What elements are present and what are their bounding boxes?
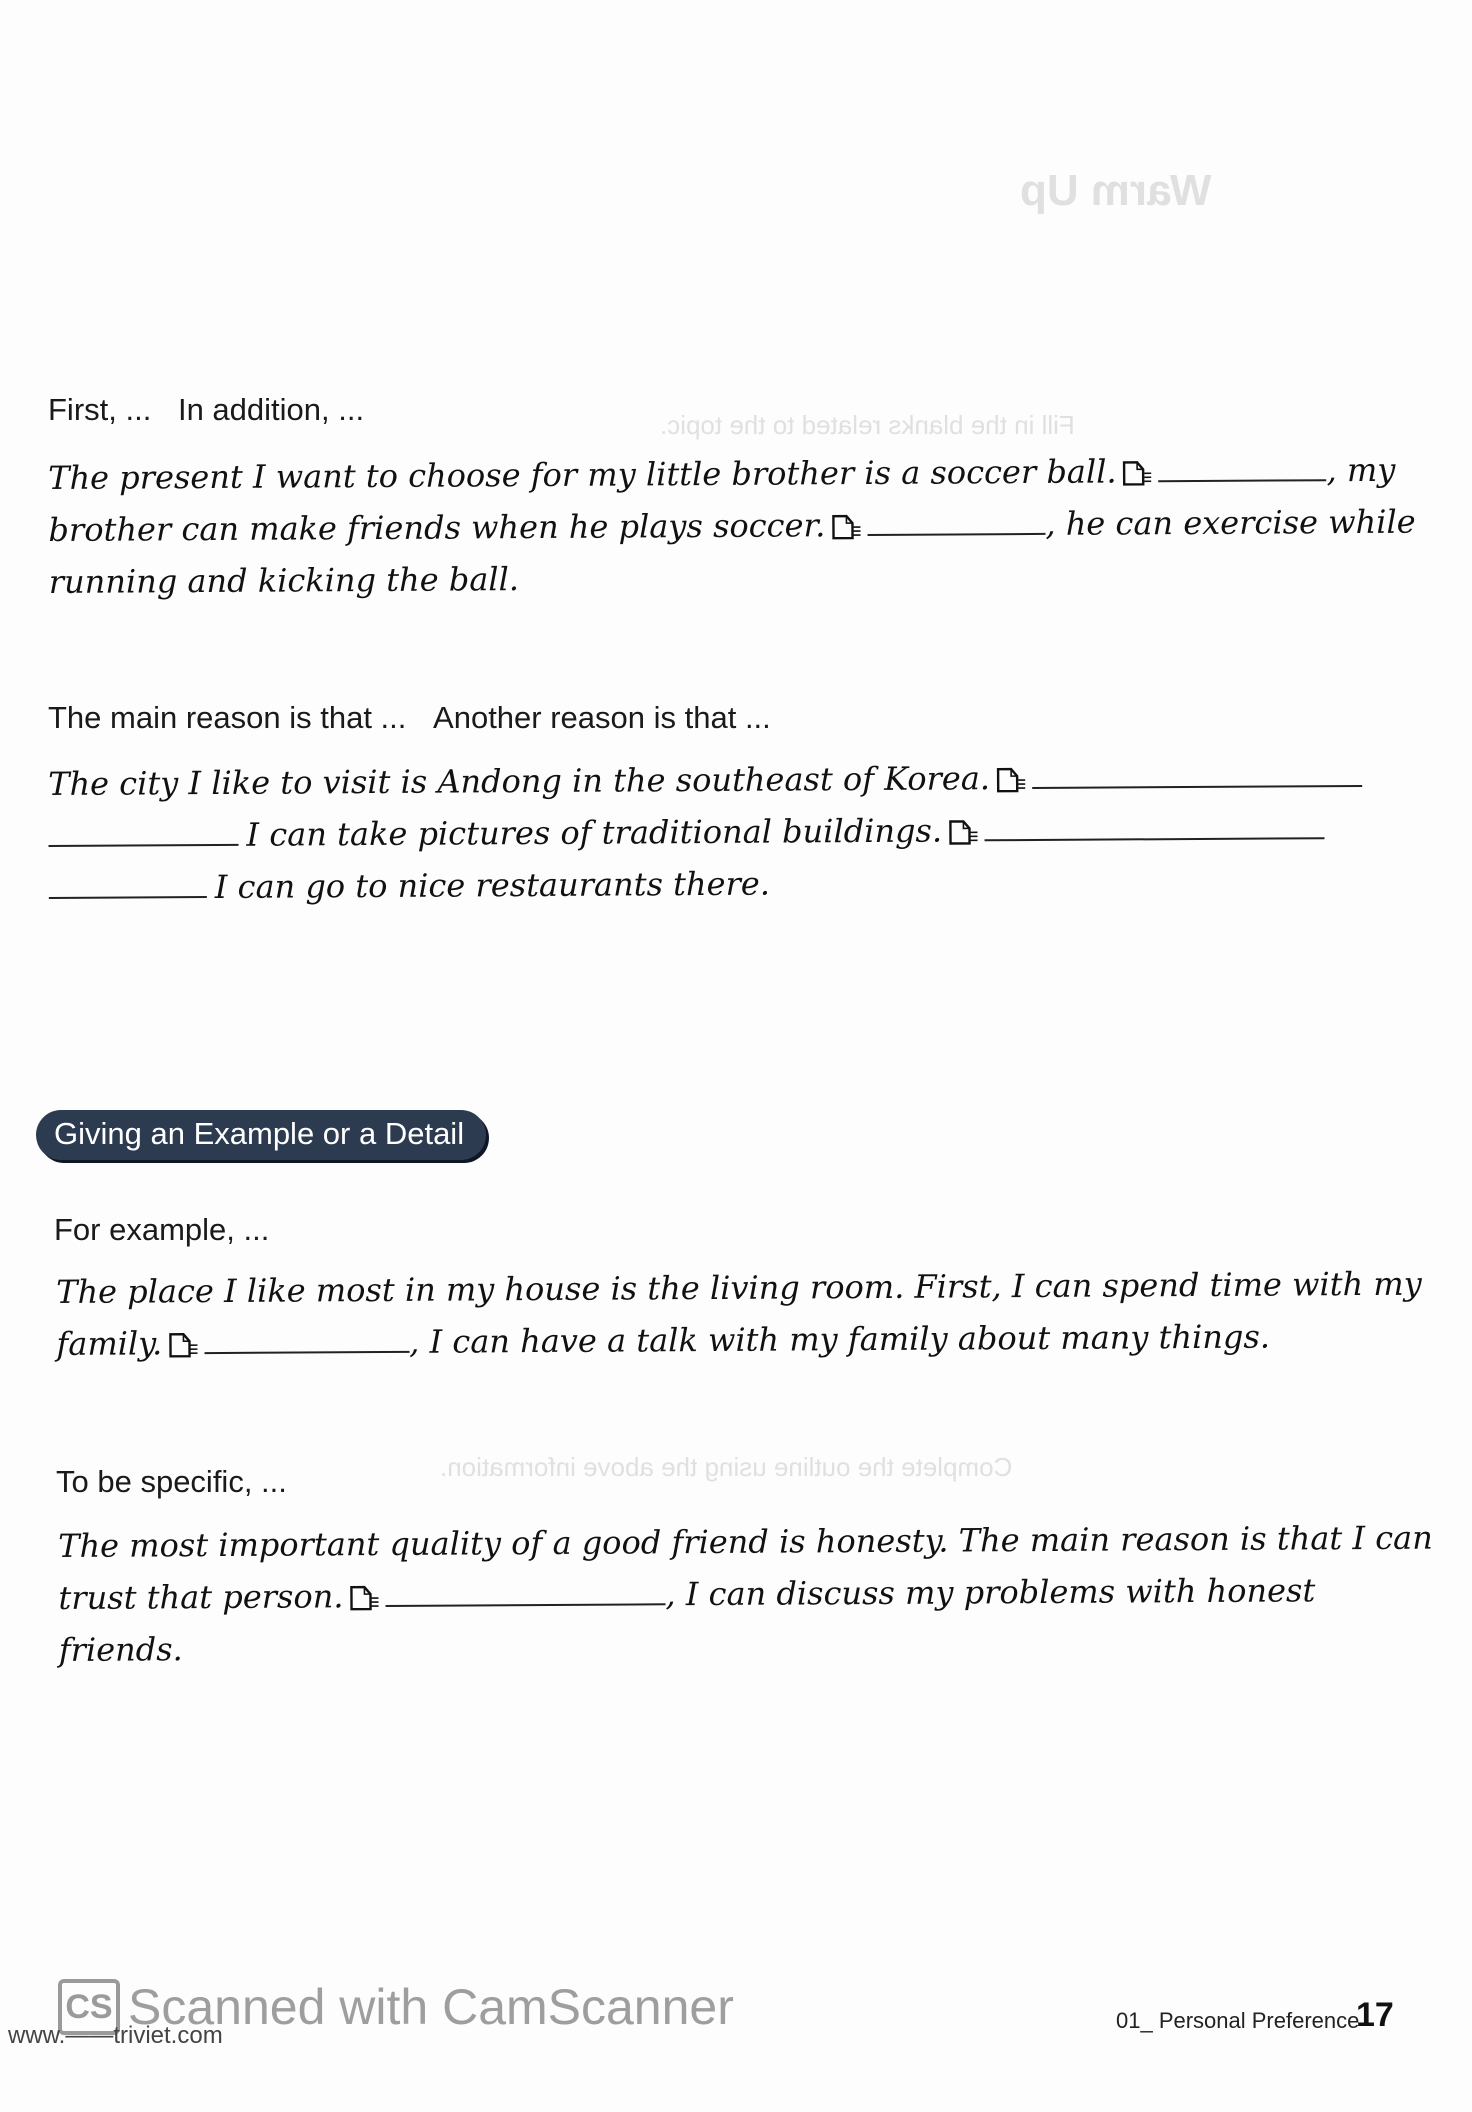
text-segment: , I can have a talk with my family about many things. [409, 1317, 1271, 1361]
cue-main-reason-text: The main reason is that ... [48, 700, 407, 735]
text-segment: , I can discuss my problems with honest [665, 1571, 1316, 1614]
paragraph-line [48, 445, 1396, 504]
answer-blank[interactable] [385, 1573, 665, 1607]
note-pencil-icon [831, 503, 861, 555]
page-number: 17 [1356, 1996, 1394, 2034]
note-pencil-icon [996, 756, 1026, 808]
answer-blank[interactable] [1158, 449, 1326, 482]
text-segment: The place I like most in my house is the living room. First, I can spend time with my [56, 1264, 1422, 1311]
text-segment: , my [1326, 450, 1396, 490]
text-segment: trust that person. [58, 1577, 344, 1617]
paragraph-honesty [58, 1513, 1433, 1676]
answer-blank[interactable] [1032, 755, 1362, 789]
answer-blank[interactable] [204, 1321, 409, 1354]
paragraph-line [59, 1617, 1259, 1676]
text-segment: The present I want to choose for my little brother is a soccer ball. [48, 452, 1117, 497]
text-segment: The city I like to visit is Andong in the southeast of Korea. [48, 759, 991, 803]
cue-first-in-addition [48, 392, 364, 428]
section-heading-pill: Giving an Example or a Detail [36, 1110, 486, 1160]
text-segment: , he can exercise while [1045, 502, 1416, 543]
text-segment: brother can make friends when he plays soccer. [48, 506, 826, 549]
paragraph-line [56, 1259, 1422, 1318]
ghost-complete: Complete the outline using the above information. [440, 1452, 1013, 1482]
text-segment: friends. [58, 1630, 183, 1669]
website-url: www.——triviet.com [8, 2022, 223, 2049]
paragraph-line [58, 1513, 1433, 1572]
text-segment: family. [56, 1324, 163, 1363]
paragraph-line [48, 803, 1248, 862]
note-pencil-icon [948, 808, 978, 860]
ghost-fill: Fill in the blanks related to the topic. [660, 410, 1075, 440]
note-pencil-icon [349, 1574, 379, 1626]
answer-blank[interactable] [49, 866, 207, 899]
ghost-title: Warm Up [1020, 166, 1212, 215]
cue-another-reason-text: Another reason is that ... [433, 700, 771, 735]
answer-blank[interactable] [48, 814, 238, 847]
note-pencil-icon [168, 1321, 198, 1373]
cue-in-addition: In addition, ... [177, 392, 365, 427]
text-segment: The most important quality of a good friend is honesty. The main reason is that I can [58, 1518, 1433, 1565]
text-segment: I can go to nice restaurants there. [214, 864, 771, 906]
paragraph-line [48, 497, 1416, 556]
paragraph-line [48, 751, 1248, 810]
chapter-label: 01_ Personal Preference [1116, 2008, 1360, 2033]
text-segment: I can take pictures of traditional buildings. [246, 811, 943, 854]
note-pencil-icon [1122, 449, 1152, 501]
answer-blank[interactable] [867, 503, 1045, 536]
camscanner-logo: CS [58, 1979, 120, 2035]
answer-blank[interactable] [984, 807, 1324, 841]
paragraph-andong [48, 751, 1249, 914]
text-segment: running and kicking the ball. [48, 560, 520, 601]
cue-for-example: For example, ... [54, 1212, 270, 1247]
cue-main-reason [48, 700, 771, 736]
paragraph-line [58, 1565, 1316, 1624]
cue-to-be-specific: To be specific, ... [56, 1464, 287, 1499]
paragraph-line [56, 1311, 1271, 1370]
scanner-text: Scanned with CamScanner [128, 1979, 734, 2035]
paragraph-line [49, 549, 1249, 608]
paragraph-line [49, 855, 1249, 914]
paragraph-living-room [56, 1259, 1422, 1370]
paragraph-soccer-ball [48, 445, 1416, 608]
cue-first: First, ... [48, 392, 152, 427]
